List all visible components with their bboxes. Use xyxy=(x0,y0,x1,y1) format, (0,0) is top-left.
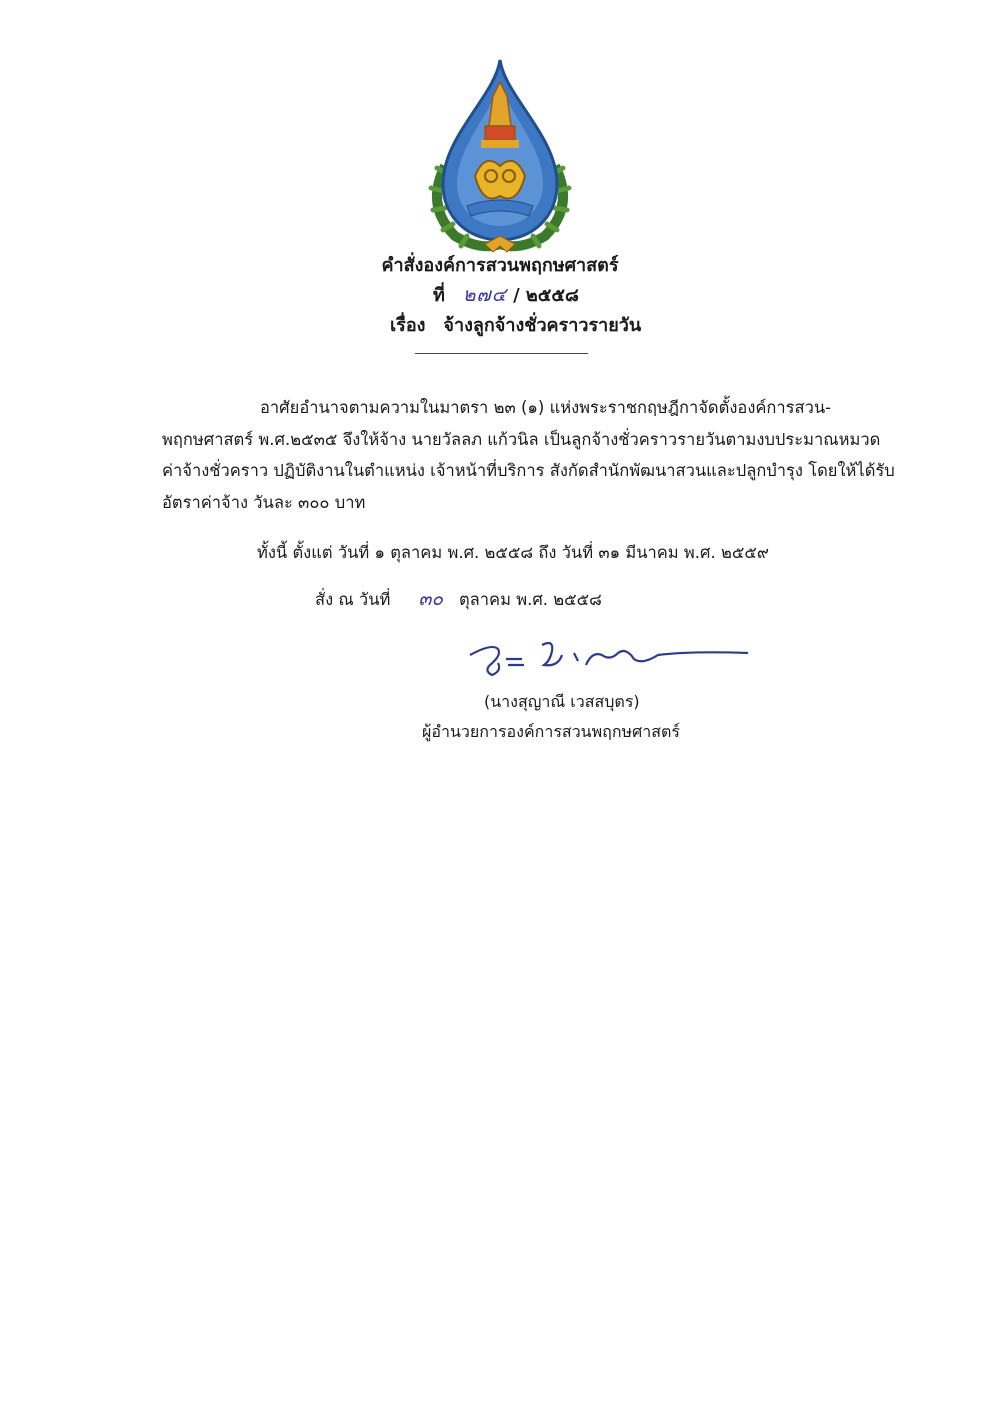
subject-text: จ้างลูกจ้างชั่วคราวรายวัน xyxy=(443,315,642,336)
ordered-date xyxy=(315,584,602,614)
order-number-prefix: ที่ xyxy=(433,285,445,306)
employment-period: ทั้งนี้ ตั้งแต่ วันที่ ๑ ตุลาคม พ.ศ. ๒๕๕๘ ถึง วันที่ ๓๑ มีนาคม พ.ศ. ๒๕๕๙ xyxy=(257,543,769,562)
signatory-name: (นางสุญาณี เวสสบุตร) xyxy=(484,692,640,711)
body-line: อัตราค่าจ้าง วันละ ๓๐๐ บาท xyxy=(162,492,366,512)
ordered-day-handwritten: ๓๐ xyxy=(418,588,443,610)
handwritten-signature xyxy=(462,625,752,685)
body-line: พฤกษศาสตร์ พ.ศ.๒๕๓๕ จึงให้จ้าง นายวัลลภ แก้วนิล เป็นลูกจ้างชั่วคราวรายวันตามงบประมาณหมวด xyxy=(162,429,881,449)
ordered-date-prefix: สั่ง ณ วันที่ xyxy=(315,590,391,609)
signatory-position: ผู้อำนวยการองค์การสวนพฤกษศาสตร์ xyxy=(422,722,680,741)
header-divider xyxy=(415,353,588,354)
order-title: คำสั่งองค์การสวนพฤกษศาสตร์ xyxy=(381,255,619,276)
subject-label: เรื่อง xyxy=(390,315,426,336)
organization-emblem-logo xyxy=(425,56,575,256)
order-subject xyxy=(390,310,641,339)
ordered-date-rest: ตุลาคม พ.ศ. ๒๕๕๘ xyxy=(458,590,602,609)
order-number xyxy=(433,280,579,310)
order-number-suffix: / ๒๕๕๘ xyxy=(513,285,579,306)
body-line: อาศัยอำนาจตามความในมาตรา ๒๓ (๑) แห่งพระราชกฤษฎีกาจัดตั้งองค์การสวน- xyxy=(260,398,832,417)
body-line: ค่าจ้างชั่วคราว ปฏิบัติงานในตำแหน่ง เจ้าหน้าที่บริการ สังกัดสำนักพัฒนาสวนและปลูกบำรุง โดยให้ได้รับ xyxy=(162,461,895,480)
order-body-paragraph xyxy=(162,392,895,518)
order-number-handwritten: ๒๗๔ xyxy=(462,284,508,306)
